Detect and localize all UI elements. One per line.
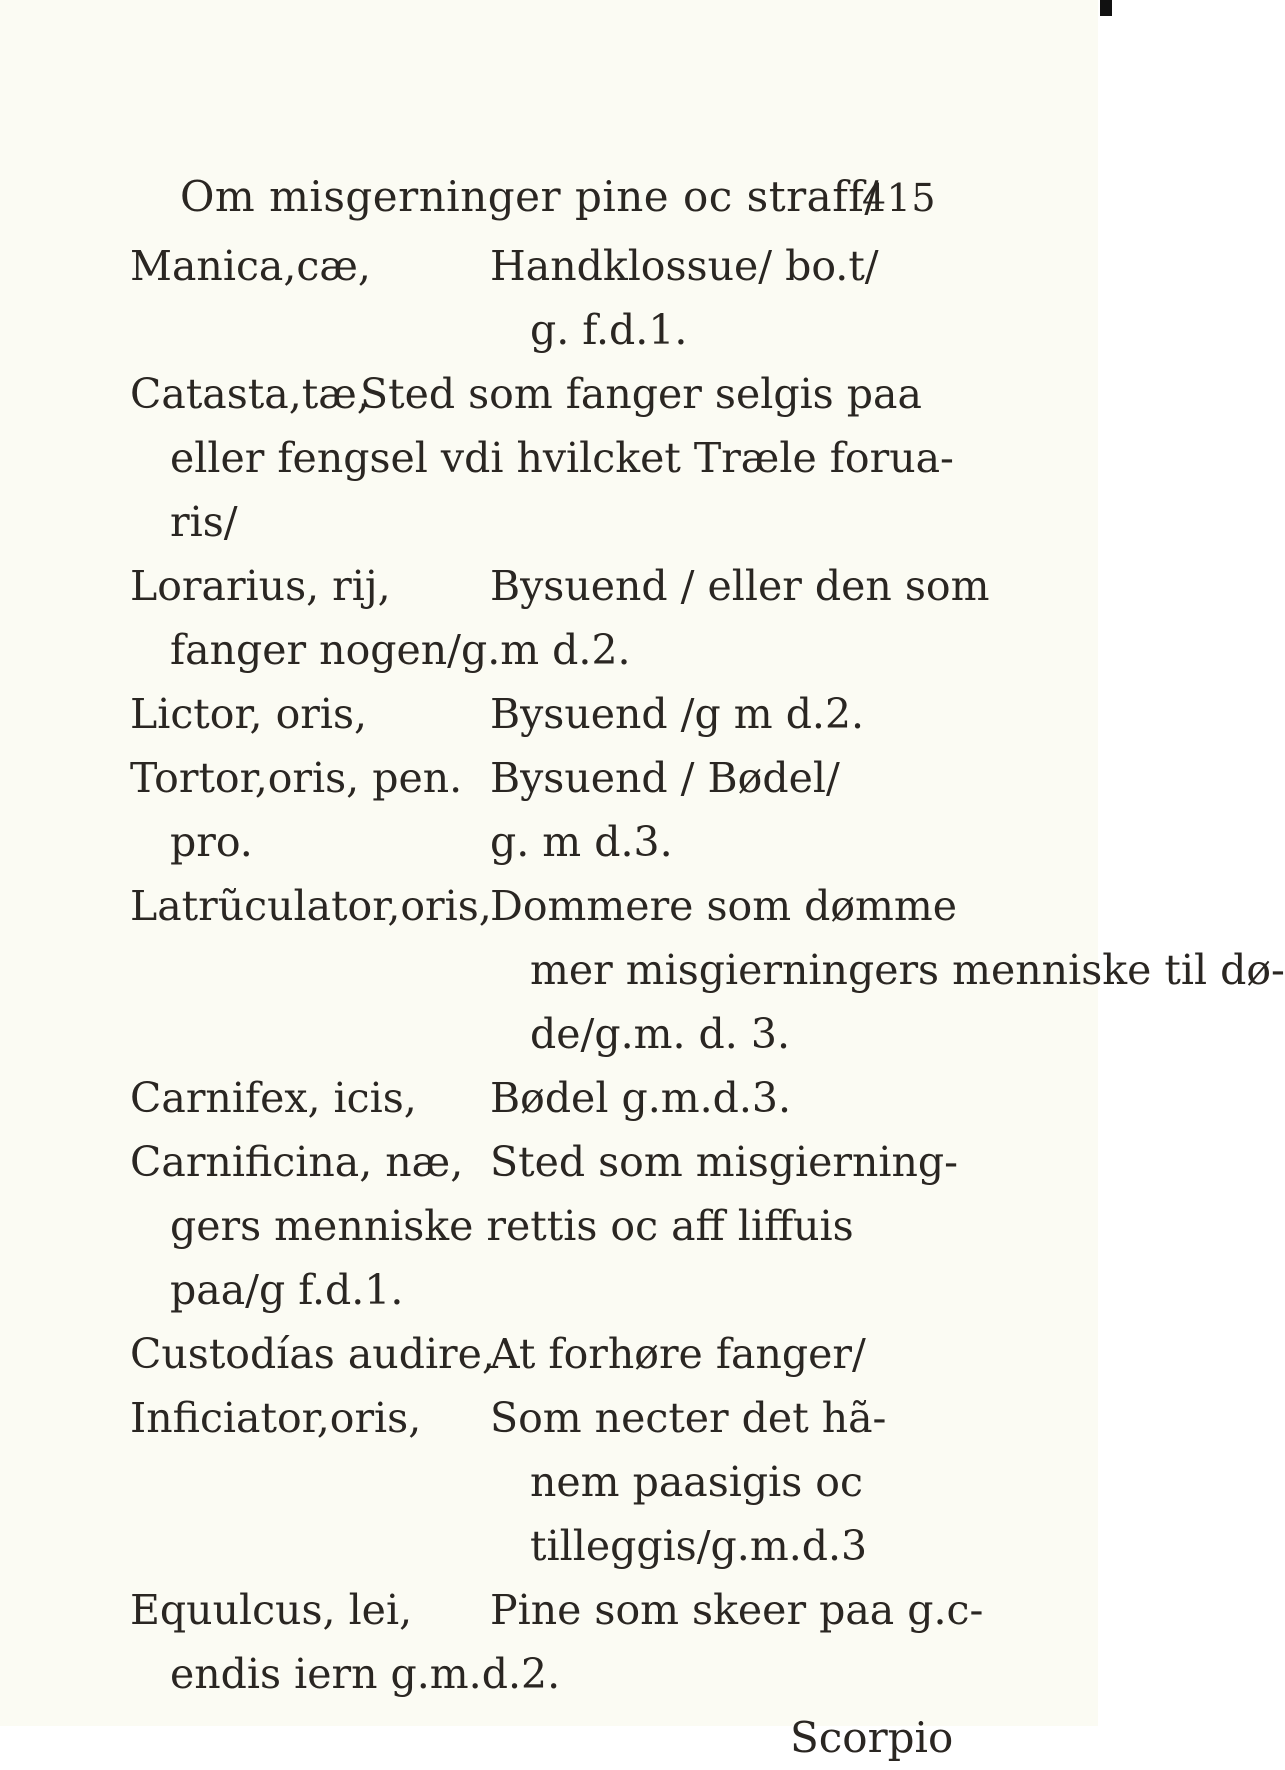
latin-headword: Lorarius, rij, xyxy=(130,562,391,610)
gloss-text: Dommere som dømme xyxy=(490,882,958,930)
glossary-entry xyxy=(130,362,960,554)
glossary-entry xyxy=(130,746,960,874)
entry-line xyxy=(130,1386,960,1450)
gloss-text: de/g.m. d. 3. xyxy=(530,1010,790,1058)
gloss-text: mer misgierningers menniske til dø- xyxy=(530,946,1285,994)
glossary-entry xyxy=(130,1066,960,1130)
page-number: 415 xyxy=(862,176,937,220)
entry-line xyxy=(130,554,990,618)
gloss-text: Sted som fanger selgis paa xyxy=(360,370,922,418)
latin-headword: Latrũculator,oris, xyxy=(130,882,492,930)
gloss-text: endis iern g.m.d.2. xyxy=(170,1650,561,1698)
gloss-text: tilleggis/g.m.d.3 xyxy=(530,1522,868,1570)
glossary-entry xyxy=(130,682,960,746)
entry-line xyxy=(130,682,960,746)
entry-line xyxy=(130,1450,960,1514)
gloss-text: Sted som misgierning- xyxy=(490,1138,959,1186)
entry-line xyxy=(130,1322,960,1386)
glossary-entries xyxy=(130,234,1285,1706)
gloss-text: Bysuend / Bødel/ xyxy=(490,754,840,802)
gloss-text: Handklossue/ bo.t/ xyxy=(490,242,879,290)
latin-headword: Equulcus, lei, xyxy=(130,1586,413,1634)
entry-line xyxy=(130,1130,960,1194)
latin-headword: Inficiator,oris, xyxy=(130,1394,422,1442)
latin-headword: Catasta,tæ, xyxy=(130,370,370,418)
gloss-text: Bødel g.m.d.3. xyxy=(490,1074,792,1122)
entry-line xyxy=(130,1002,960,1066)
glossary-entry xyxy=(130,234,960,362)
latin-headword: Manica,cæ, xyxy=(130,242,371,290)
gloss-text: nem paasigis oc xyxy=(530,1458,863,1506)
entry-line xyxy=(130,1258,960,1322)
gloss-text: At forhøre fanger/ xyxy=(490,1330,866,1378)
entry-line xyxy=(130,1066,960,1130)
gloss-text: Pine som skeer paa g.c- xyxy=(490,1586,984,1634)
glossary-entry xyxy=(130,1578,984,1706)
gloss-text: Bysuend / eller den som xyxy=(490,562,990,610)
gloss-text: paa/g f.d.1. xyxy=(170,1266,404,1314)
entry-line xyxy=(130,618,960,682)
gloss-text: fanger nogen/g.m d.2. xyxy=(170,626,631,674)
latin-headword: pro. xyxy=(170,818,253,866)
entry-line xyxy=(130,1578,984,1642)
entry-line xyxy=(130,426,960,490)
entry-line xyxy=(130,298,960,362)
glossary-entry xyxy=(130,1386,960,1578)
catchword-line xyxy=(130,1706,960,1770)
latin-headword: Custodías audire, xyxy=(130,1330,495,1378)
gloss-text: Som necter det hã- xyxy=(490,1394,887,1442)
gloss-text: g. f.d.1. xyxy=(530,306,688,354)
entry-line xyxy=(130,810,960,874)
book-page xyxy=(130,172,1285,1770)
latin-headword: Carnifex, icis, xyxy=(130,1074,417,1122)
scan-margin xyxy=(1098,0,1112,1726)
corner-mark xyxy=(1100,0,1112,16)
entry-line xyxy=(130,234,960,298)
glossary-entry xyxy=(130,1322,960,1386)
glossary-entry xyxy=(130,1130,960,1322)
running-title: Om misgerninger pine oc straff/ xyxy=(180,172,879,221)
entry-line xyxy=(130,1194,960,1258)
gloss-text: g. m d.3. xyxy=(490,818,673,866)
running-header xyxy=(130,172,960,234)
glossary-entry xyxy=(130,874,1285,1066)
glossary-entry xyxy=(130,554,990,682)
entry-line xyxy=(130,490,960,554)
gloss-text: Bysuend /g m d.2. xyxy=(490,690,865,738)
entry-line xyxy=(130,1642,960,1706)
entry-line xyxy=(130,1514,960,1578)
entry-line xyxy=(130,874,960,938)
gloss-text: gers menniske rettis oc aff liffuis xyxy=(170,1202,854,1250)
gloss-text: ris/ xyxy=(170,498,238,546)
catchword: Scorpio xyxy=(790,1713,954,1762)
latin-headword: Carnificina, næ, xyxy=(130,1138,464,1186)
latin-headword: Tortor,oris, pen. xyxy=(130,754,463,802)
entry-line xyxy=(130,746,960,810)
entry-line xyxy=(130,362,960,426)
latin-headword: Lictor, oris, xyxy=(130,690,368,738)
gloss-text: eller fengsel vdi hvilcket Træle forua- xyxy=(170,434,954,482)
entry-line xyxy=(130,938,1285,1002)
